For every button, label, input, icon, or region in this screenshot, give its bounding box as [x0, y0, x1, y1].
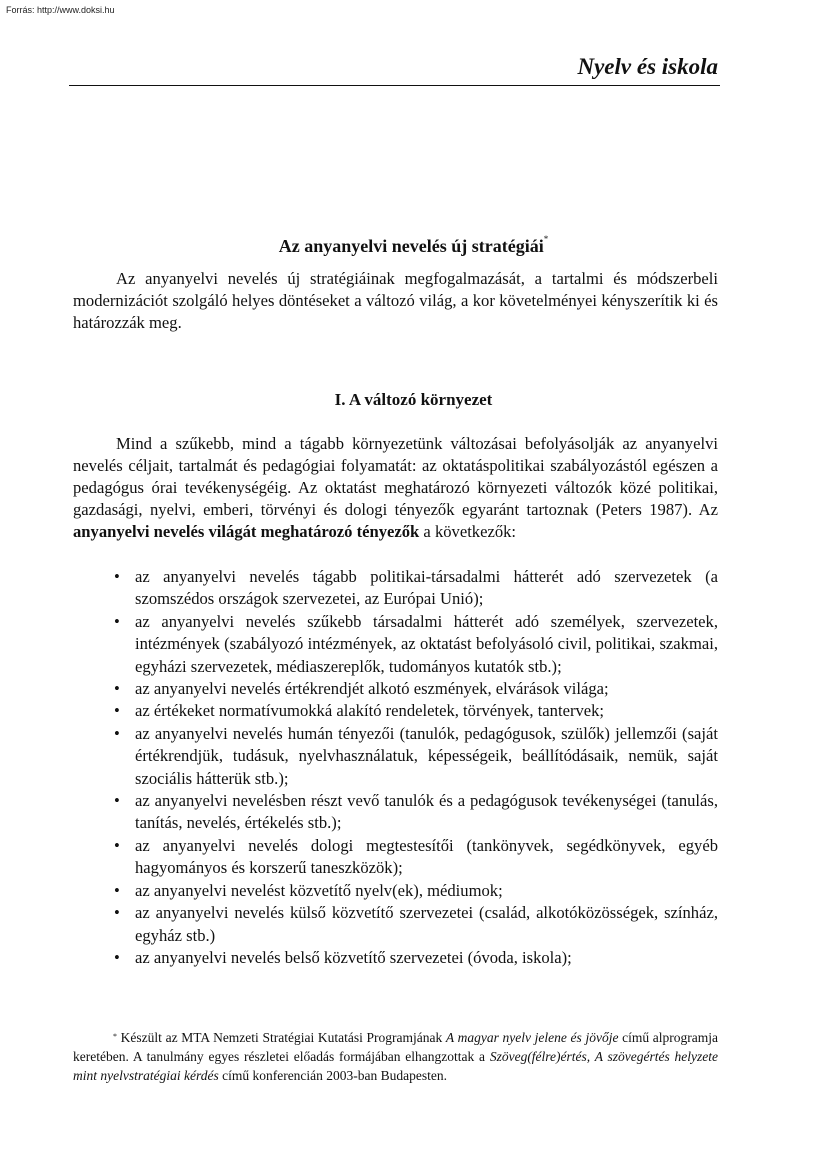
section-paragraph	[73, 433, 718, 543]
section-heading: I. A változó környezet	[334, 390, 493, 409]
list-item	[114, 566, 718, 611]
section-paragraph-emphasis: anyanyelvi nevelés világát meghatározó tényezők	[73, 522, 420, 541]
source-url: Forrás: http://www.doksi.hu	[6, 5, 115, 15]
section-paragraph-start: Mind a szűkebb, mind a tágabb környezetünk változásai befolyásolják az anyanyelvi nevelés céljait, tartalmát és pedagógiai folyamatát: az oktatáspolitikai szabályozástól egészen a pedagógus órai tevékenységéig. Az oktatást meghatározó környezeti változók közé politikai, gazdasági, nyelvi, emberi, törvényi és dologi tényezők egyaránt tartoznak (Peters 1987). Az	[73, 434, 718, 519]
list-item	[114, 723, 718, 790]
list-item-text: az anyanyelvi nevelést közvetítő nyelv(ek), médiumok;	[135, 880, 503, 900]
bullet-icon: •	[114, 903, 120, 923]
intro-paragraph: Az anyanyelvi nevelés új stratégiáinak megfogalmazását, a tartalmi és módszerbeli modernizációt szolgáló helyes döntéseket a változó világ, a kor követelményei kényszerítik ki és határozzák meg.	[73, 269, 718, 332]
bullet-icon: •	[114, 835, 120, 855]
list-item-text: az anyanyelvi nevelés belső közvetítő szervezetei (óvoda, iskola);	[135, 947, 572, 967]
bullet-icon: •	[114, 567, 120, 586]
footnote-mark: *	[113, 1032, 117, 1041]
bullet-icon: •	[114, 723, 120, 743]
list-item-text: az anyanyelvi nevelés tágabb politikai-társadalmi hátterét adó szervezetek (a szomszédos országok szervezetei, az Európai Unió);	[135, 567, 718, 609]
footnote-marker: *	[543, 234, 549, 244]
article-title	[0, 236, 827, 257]
footnote-conference-title: Szöveg(félre)értés, A szövegértés helyzete mint nyelvstratégiai kérdés	[73, 1049, 718, 1083]
footnote-program-title: A magyar nyelv jelene és jövője	[445, 1030, 619, 1045]
list-item	[114, 947, 718, 969]
list-item-text: az anyanyelvi nevelés dologi megtestesítői (tankönyvek, segédkönyvek, egyéb hagyományos és korszerű taneszközök);	[135, 835, 718, 878]
bullet-icon: •	[114, 880, 120, 900]
list-item-text: az anyanyelvi nevelésben részt vevő tanulók és a pedagógusok tevékenységei (tanulás, tanítás, nevelés, értékelés stb.);	[135, 791, 718, 833]
footnote-text-3: című konferencián 2003-ban Budapesten.	[218, 1068, 448, 1083]
list-item-text: az értékeket normatívumokká alakító rendeletek, törvények, tantervek;	[135, 701, 605, 721]
list-item-text: az anyanyelvi nevelés szűkebb társadalmi hátterét adó személyek, szervezetek, intézmények (szabályozó intézmények, az oktatást befolyásoló civil, politikai, szakmai, egyházi szervezetek, médiaszereplők, tudományos kutatók stb.);	[135, 611, 718, 676]
article-title-text: Az anyanyelvi nevelés új stratégiái	[278, 236, 544, 256]
footnote-text-2: című alprogramja keretében. A tanulmány egyes részletei előadás formájában elhangzottak a	[73, 1030, 719, 1064]
list-item	[114, 678, 718, 700]
bullet-icon: •	[114, 791, 120, 811]
list-item	[114, 611, 718, 678]
list-item	[114, 700, 718, 722]
header-title: Nyelv és iskola	[577, 54, 718, 79]
factor-list	[114, 566, 718, 969]
list-item-text: az anyanyelvi nevelés értékrendjét alkotó eszmények, elvárások világa;	[135, 679, 609, 699]
bullet-icon: •	[114, 947, 120, 967]
footnote-text-1: Készült az MTA Nemzeti Stratégiai Kutatási Programjának	[117, 1030, 446, 1045]
list-item-text: az anyanyelvi nevelés külső közvetítő szervezetei (család, alkotóközösségek, színház, egyház stb.)	[135, 903, 718, 945]
list-item	[114, 790, 718, 835]
list-item	[114, 835, 718, 880]
bullet-icon: •	[114, 701, 120, 721]
list-item-text: az anyanyelvi nevelés humán tényezői (tanulók, pedagógusok, szülők) jellemzői (saját értékrendjük, tudásuk, nyelvhasználatuk, képességeik, beállítódásaik, nemük, saját szociális hátterük stb.);	[135, 723, 718, 788]
bullet-icon: •	[114, 611, 120, 631]
running-header	[69, 52, 720, 86]
footnote	[73, 1028, 718, 1085]
section-paragraph-end: a következők:	[419, 522, 517, 541]
list-item	[114, 880, 718, 902]
bullet-icon: •	[114, 679, 120, 699]
list-item	[114, 902, 718, 947]
